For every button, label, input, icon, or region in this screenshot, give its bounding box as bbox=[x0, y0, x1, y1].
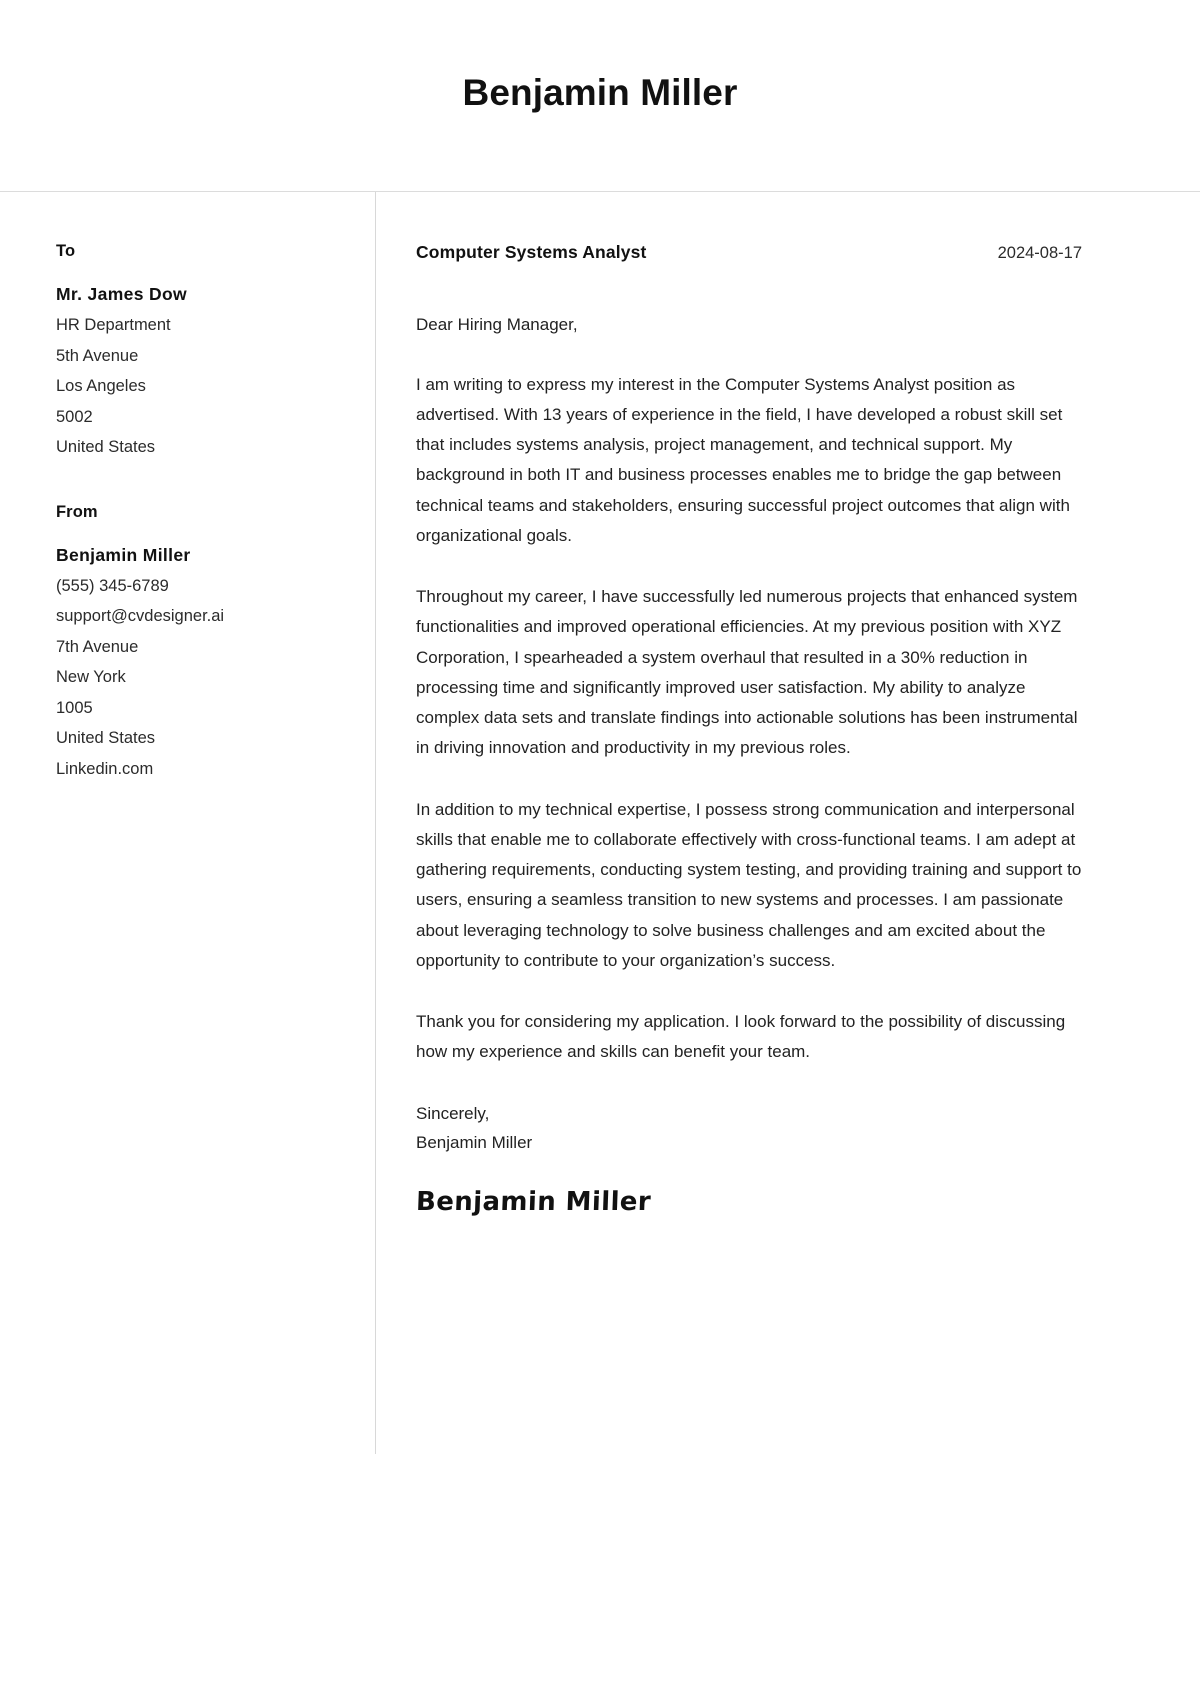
recipient-line: HR Department bbox=[56, 316, 171, 335]
letter-meta-row bbox=[416, 242, 1082, 263]
from-label: From bbox=[56, 502, 98, 521]
letter-paragraph: In addition to my technical expertise, I possess strong communication and interpersonal skills that enable me to collaborate effectively with cross-functional teams. I am adept at gathering requirements, conducting system testing, and providing training and support to users, ensuring a seamless transition to new systems and processes. I am passionate about leveraging technology to solve business challenges and am excited about the opportunity to contribute to your organization’s success. bbox=[416, 799, 1082, 970]
job-title: Computer Systems Analyst bbox=[416, 242, 647, 262]
recipient-line: 5th Avenue bbox=[56, 346, 139, 365]
letter-paragraph: I am writing to express my interest in the Computer Systems Analyst position as advertised. With 13 years of experience in the field, I have developed a robust skill set that includes systems analysis, project management, and technical support. My background in both IT and business processes enables me to bridge the gap between technical teams and stakeholders, ensuring successful project outcomes that align with organizational goals. bbox=[416, 374, 1070, 545]
closing-name: Benjamin Miller bbox=[416, 1132, 533, 1152]
sender-line: 7th Avenue bbox=[56, 637, 139, 656]
letter-header bbox=[0, 0, 1200, 192]
letter-paragraph: Throughout my career, I have successfully led numerous projects that enhanced system functionalities and improved operational efficiencies. At my previous position with XYZ Corporation, I spearheaded a system overhaul that resulted in a 30% reduction in processing time and significantly improved user satisfaction. My ability to analyze complex data sets and translate findings into actionable solutions has been instrumental in driving innovation and productivity in my previous roles. bbox=[416, 587, 1078, 758]
salutation: Dear Hiring Manager, bbox=[416, 315, 578, 334]
sender-line: United States bbox=[56, 729, 156, 748]
sender-phone: (555) 345-6789 bbox=[56, 576, 169, 595]
sender-name: Benjamin Miller bbox=[56, 544, 191, 565]
letter-paragraph: Thank you for considering my application. I look forward to the possibility of discussing how my experience and skills can benefit your team. bbox=[416, 1012, 1066, 1062]
sidebar-addresses bbox=[0, 192, 375, 1454]
sender-line: 1005 bbox=[56, 698, 93, 717]
sender-address bbox=[56, 540, 345, 785]
signature: Benjamin Miller bbox=[415, 1187, 652, 1217]
recipient-address bbox=[56, 279, 345, 463]
sender-email[interactable]: support@cvdesigner.ai bbox=[56, 607, 225, 626]
recipient-line: Los Angeles bbox=[56, 377, 146, 396]
recipient-name: Mr. James Dow bbox=[56, 284, 187, 304]
letter-main bbox=[376, 192, 1200, 1454]
sender-line: New York bbox=[56, 668, 126, 687]
sender-linkedin[interactable]: Linkedin.com bbox=[56, 759, 154, 778]
letter-date: 2024-08-17 bbox=[997, 244, 1082, 262]
recipient-line: 5002 bbox=[56, 407, 93, 426]
closing-word: Sincerely, bbox=[416, 1103, 490, 1123]
letter-body bbox=[0, 192, 1200, 1454]
recipient-line: United States bbox=[56, 438, 156, 457]
page-title: Benjamin Miller bbox=[462, 72, 738, 113]
to-label: To bbox=[56, 242, 76, 260]
